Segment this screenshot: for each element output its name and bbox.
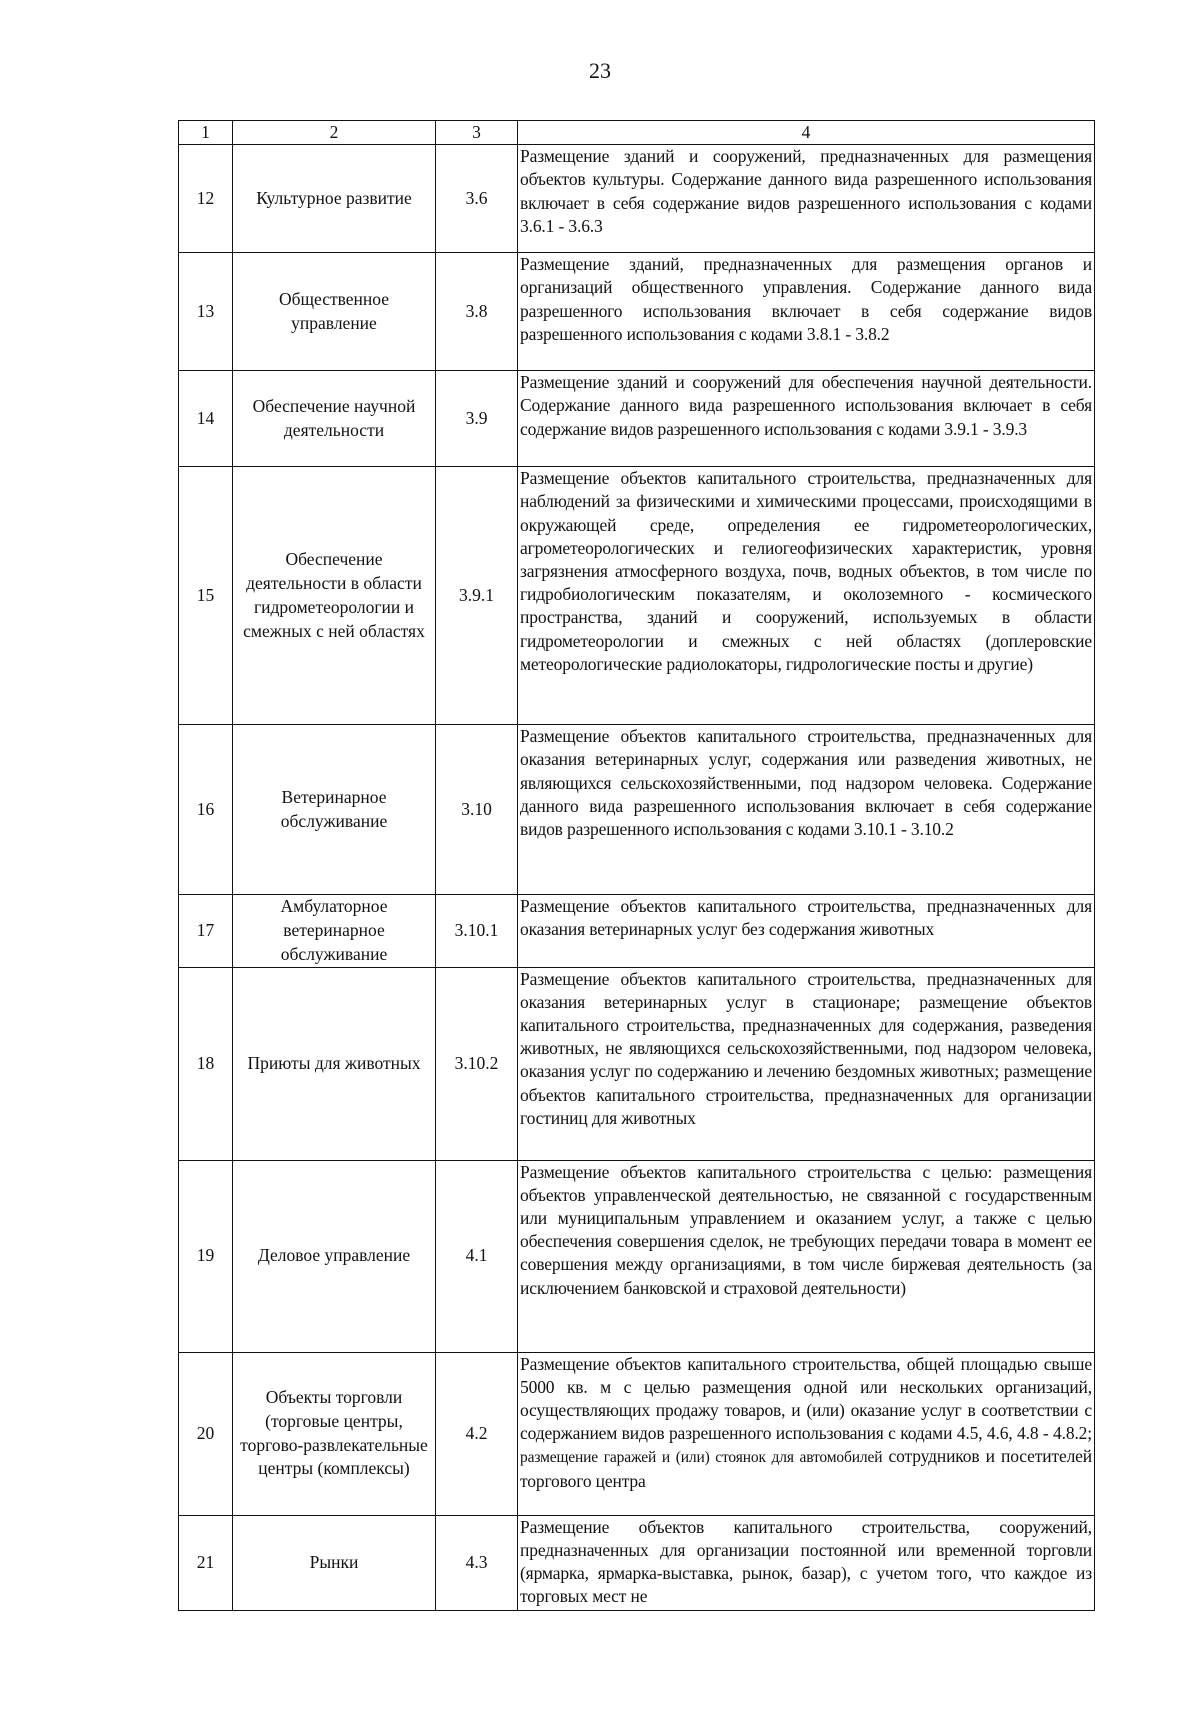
row-use-code: 4.3 [436,1515,518,1610]
table-row [179,895,1095,967]
header-cell-number: 1 [179,121,233,145]
row-description: Размещение объектов капитального строительства, сооружений, предназначенных для организации постоянной или временной торговли (ярмарка, ярмарка-выставка, рынок, базар), с учетом того, что каждое из торговых мест не [518,1515,1095,1610]
row-use-name: Амбулаторное ветеринарное обслуживание [233,895,436,967]
row-use-name: Приюты для животных [233,967,436,1160]
header-cell-description: 4 [518,121,1095,145]
row-description-small: размещение гаражей и (или) стоянок для автомобилей [520,1449,883,1467]
row-number: 15 [179,467,233,725]
row-use-name: Объекты торговли (торговые центры, торгово-развлекательные центры (комплексы) [233,1352,436,1515]
table-row [179,1160,1095,1352]
row-description: Размещение объектов капитального строительства, предназначенных для оказания ветеринарных услуг в стационаре; размещение объектов капитального строительства, предназначенных для содержания, разведения животных, не являющихся сельскохозяйственными, под надзором человека, оказания услуг по содержанию и лечению бездомных животных; размещение объектов капитального строительства, предназначенных для организации гостиниц для животных [518,967,1095,1160]
row-description: Размещение объектов капитального строительства с целью: размещения объектов управленческой деятельностью, не связанной с государственным или муниципальным управлением и оказанием услуг, а также с целью обеспечения совершения сделок, не требующих передачи товара в момент ее совершения между организациями, в том числе биржевая деятельность (за исключением банковской и страховой деятельности) [518,1160,1095,1352]
row-use-code: 3.10.2 [436,967,518,1160]
table-row [179,253,1095,371]
row-number: 21 [179,1515,233,1610]
row-description-end: сотрудников и посетителей торгового центра [520,1446,1092,1491]
row-number: 12 [179,145,233,253]
row-description: Размещение зданий и сооружений, предназначенных для размещения объектов культуры. Содержание данного вида разрешенного использования включает в себя содержание видов разрешенного использования с кодами 3.6.1 - 3.6.3 [518,145,1095,253]
row-use-code: 3.8 [436,253,518,371]
table-row [179,467,1095,725]
row-use-code: 3.10 [436,725,518,895]
row-description: Размещение объектов капитального строительства, предназначенных для оказания ветеринарных услуг без содержания животных [518,895,1095,967]
row-use-code: 3.6 [436,145,518,253]
row-use-name: Деловое управление [233,1160,436,1352]
row-use-code: 3.9.1 [436,467,518,725]
row-description [518,1352,1095,1515]
row-use-name: Культурное развитие [233,145,436,253]
row-number: 14 [179,371,233,467]
table-header-row [179,121,1095,145]
row-use-name: Ветеринарное обслуживание [233,725,436,895]
row-number: 13 [179,253,233,371]
table-row [179,725,1095,895]
row-description-main: Размещение объектов капитального строительства, общей площадью свыше 5000 кв. м с целью размещения одной или нескольких организаций, осуществляющих продажу товаров, и (или) оказание услуг в соответствии с содержанием видов разрешенного использования с кодами 4.5, 4.6, 4.8 - 4.8.2; [520,1353,1092,1444]
row-use-code: 3.10.1 [436,895,518,967]
table-row [179,371,1095,467]
row-number: 19 [179,1160,233,1352]
land-use-table [178,120,1095,1611]
row-number: 20 [179,1352,233,1515]
table-row [179,145,1095,253]
table-row [179,1515,1095,1610]
table-row [179,967,1095,1160]
row-number: 17 [179,895,233,967]
table-row [179,1352,1095,1515]
row-use-name: Рынки [233,1515,436,1610]
page-number: 23 [589,58,611,83]
row-use-code: 4.2 [436,1352,518,1515]
row-use-name: Обеспечение научной деятельности [233,371,436,467]
row-use-name: Обеспечение деятельности в области гидрометеорологии и смежных с ней областях [233,467,436,725]
header-cell-code: 3 [436,121,518,145]
row-description: Размещение объектов капитального строительства, предназначенных для оказания ветеринарных услуг, содержания или разведения животных, не являющихся сельскохозяйственными, под надзором человека. Содержание данного вида разрешенного использования включает в себя содержание видов разрешенного использования с кодами 3.10.1 - 3.10.2 [518,725,1095,895]
row-number: 18 [179,967,233,1160]
row-use-name: Общественное управление [233,253,436,371]
row-use-code: 4.1 [436,1160,518,1352]
header-cell-name: 2 [233,121,436,145]
row-description: Размещение зданий и сооружений для обеспечения научной деятельности. Содержание данного вида разрешенного использования включает в себя содержание видов разрешенного использования с кодами 3.9.1 - 3.9.3 [518,371,1095,467]
row-use-code: 3.9 [436,371,518,467]
row-description: Размещение зданий, предназначенных для размещения органов и организаций общественного управления. Содержание данного вида разрешенного использования включает в себя содержание видов разрешенного использования с кодами 3.8.1 - 3.8.2 [518,253,1095,371]
row-description: Размещение объектов капитального строительства, предназначенных для наблюдений за физическими и химическими процессами, происходящими в окружающей среде, определения ее гидрометеорологических, агрометеорологических и гелиогеофизических характеристик, уровня загрязнения атмосферного воздуха, почв, водных объектов, в том числе по гидробиологическим показателям, и околоземного - космического пространства, зданий и сооружений, используемых в области гидрометеорологии и смежных с ней областях (доплеровские метеорологические радиолокаторы, гидрологические посты и другие) [518,467,1095,725]
row-number: 16 [179,725,233,895]
